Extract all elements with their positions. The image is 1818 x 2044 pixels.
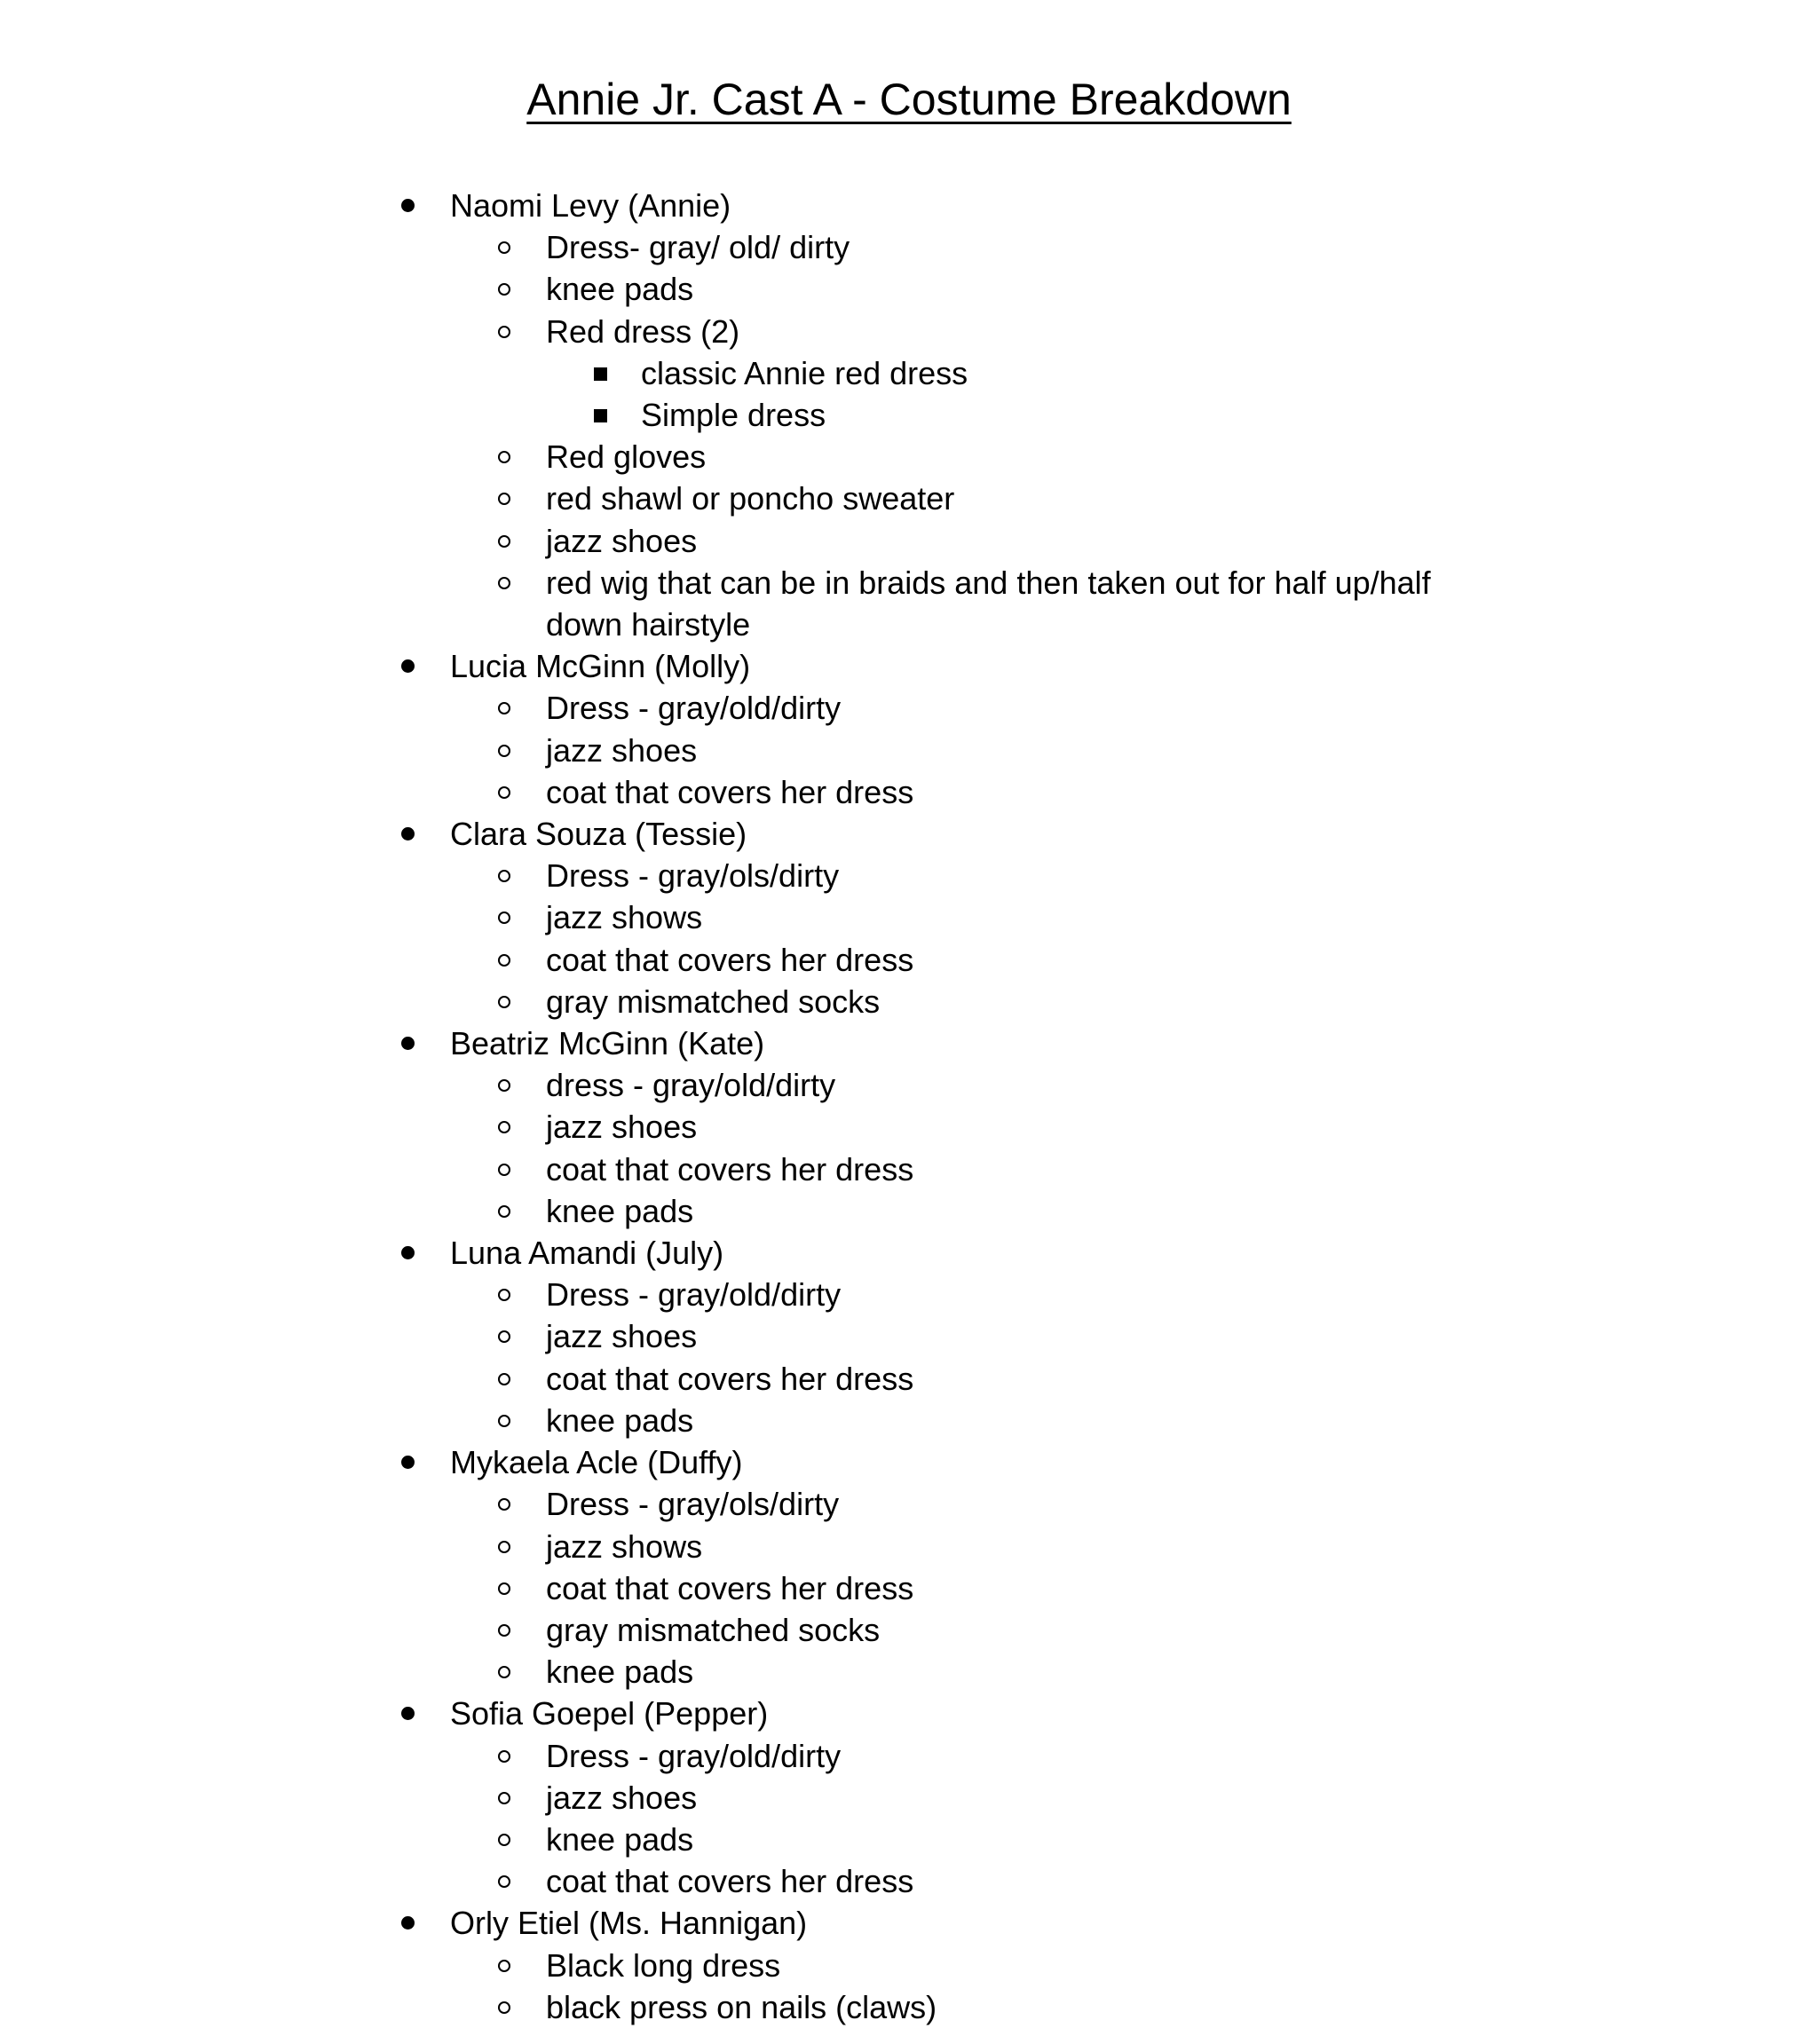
document-title: Annie Jr. Cast A - Costume Breakdown <box>526 75 1292 124</box>
costume-list <box>0 185 1818 2028</box>
costume-item: jazz shoes <box>0 1106 1818 1148</box>
costume-item: red wig that can be in braids and then taken out for half up/half down hairstyle <box>0 562 1818 645</box>
costume-item: Dress - gray/old/dirty <box>0 1274 1818 1315</box>
costume-item: jazz shows <box>0 1526 1818 1567</box>
bullet-icon <box>498 954 510 967</box>
cast-member <box>0 1441 1818 1483</box>
costume-item: dress - gray/old/dirty <box>0 1064 1818 1106</box>
bullet-icon <box>498 1164 510 1176</box>
bullet-icon <box>401 199 415 212</box>
bullet-icon <box>401 827 415 840</box>
bullet-icon <box>498 1666 510 1678</box>
costume-item: knee pads <box>0 268 1818 310</box>
bullet-icon <box>498 1205 510 1218</box>
costume-item: knee pads <box>0 1190 1818 1232</box>
bullet-icon <box>498 1330 510 1343</box>
costume-item: coat that covers her dress <box>0 771 1818 813</box>
bullet-icon <box>498 493 510 505</box>
bullet-icon <box>498 1960 510 1972</box>
costume-item: Red gloves <box>0 436 1818 477</box>
costume-item: jazz shoes <box>0 520 1818 562</box>
costume-item: Black long dress <box>0 1945 1818 1986</box>
bullet-icon <box>401 1456 415 1469</box>
costume-item: Dress - gray/ols/dirty <box>0 1483 1818 1525</box>
bullet-icon <box>498 786 510 799</box>
bullet-icon <box>498 1792 510 1804</box>
costume-item: Red dress (2) <box>0 311 1818 352</box>
bullet-icon <box>498 745 510 757</box>
cast-member-name: Sofia Goepel (Pepper) <box>450 1695 769 1732</box>
costume-item: knee pads <box>0 1400 1818 1441</box>
costume-item: Dress - gray/old/dirty <box>0 687 1818 729</box>
bullet-icon <box>498 1415 510 1427</box>
bullet-icon <box>498 1373 510 1385</box>
costume-item: coat that covers her dress <box>0 1148 1818 1190</box>
costume-item: coat that covers her dress <box>0 1567 1818 1609</box>
bullet-icon <box>401 1037 415 1050</box>
bullet-icon <box>498 1750 510 1763</box>
costume-item: coat that covers her dress <box>0 1860 1818 1902</box>
bullet-icon <box>498 1079 510 1092</box>
bullet-icon <box>498 1498 510 1511</box>
bullet-icon <box>594 409 607 422</box>
bullet-icon <box>498 1289 510 1301</box>
cast-member <box>0 1022 1818 1064</box>
bullet-icon <box>594 367 607 381</box>
cast-member <box>0 1232 1818 1274</box>
bullet-icon <box>498 702 510 714</box>
bullet-icon <box>498 1121 510 1133</box>
bullet-icon <box>498 1541 510 1553</box>
costume-item: jazz shoes <box>0 730 1818 771</box>
bullet-icon <box>498 241 510 254</box>
cast-member-name: Orly Etiel (Ms. Hannigan) <box>450 1905 808 1942</box>
cast-member-name: Beatriz McGinn (Kate) <box>450 1025 765 1062</box>
costume-item: jazz shows <box>0 896 1818 938</box>
costume-item: Dress - gray/old/dirty <box>0 1735 1818 1777</box>
cast-member-name: Luna Amandi (July) <box>450 1235 724 1272</box>
costume-item: knee pads <box>0 1651 1818 1693</box>
bullet-icon <box>498 451 510 463</box>
cast-member-name: Mykaela Acle (Duffy) <box>450 1444 743 1481</box>
cast-member <box>0 185 1818 226</box>
cast-member <box>0 645 1818 687</box>
costume-item: Dress - gray/ols/dirty <box>0 855 1818 896</box>
cast-member-name: Naomi Levy (Annie) <box>450 187 731 224</box>
costume-item: coat that covers her dress <box>0 939 1818 981</box>
costume-item: jazz shoes <box>0 1777 1818 1819</box>
bullet-icon <box>498 870 510 882</box>
bullet-icon <box>401 1916 415 1930</box>
bullet-icon <box>498 283 510 296</box>
costume-item: jazz shoes <box>0 1315 1818 1357</box>
costume-item: red shawl or poncho sweater <box>0 477 1818 519</box>
bullet-icon <box>498 535 510 548</box>
costume-item: coat that covers her dress <box>0 1358 1818 1400</box>
costume-subitem: classic Annie red dress <box>0 352 1818 394</box>
costume-item: knee pads <box>0 1819 1818 1860</box>
cast-member <box>0 813 1818 855</box>
costume-item: Dress- gray/ old/ dirty <box>0 226 1818 268</box>
cast-member <box>0 1902 1818 1944</box>
bullet-icon <box>498 1624 510 1637</box>
bullet-icon <box>498 326 510 338</box>
bullet-icon <box>498 1875 510 1888</box>
bullet-icon <box>498 577 510 589</box>
bullet-icon <box>401 659 415 673</box>
bullet-icon <box>498 996 510 1008</box>
bullet-icon <box>401 1246 415 1259</box>
bullet-icon <box>498 1834 510 1846</box>
costume-item: gray mismatched socks <box>0 1609 1818 1651</box>
cast-member-name: Lucia McGinn (Molly) <box>450 648 751 685</box>
bullet-icon <box>401 1707 415 1720</box>
bullet-icon <box>498 1582 510 1595</box>
costume-subitem: Simple dress <box>0 394 1818 436</box>
bullet-icon <box>498 2001 510 2014</box>
cast-member <box>0 1693 1818 1734</box>
cast-member-name: Clara Souza (Tessie) <box>450 816 747 853</box>
costume-item: gray mismatched socks <box>0 981 1818 1022</box>
bullet-icon <box>498 912 510 924</box>
costume-item: black press on nails (claws) <box>0 1986 1818 2028</box>
